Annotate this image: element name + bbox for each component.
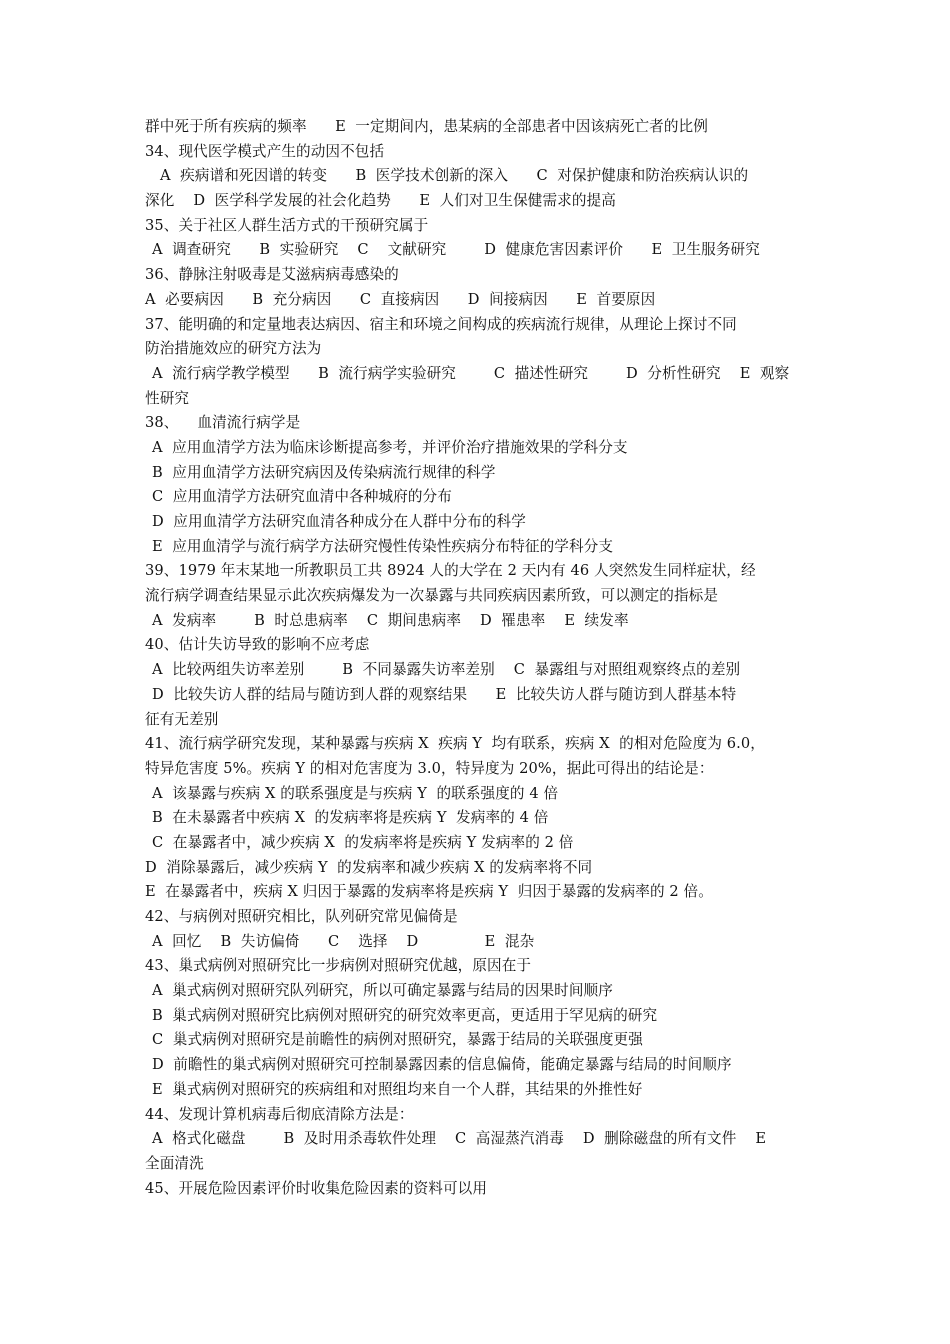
text-line: C 应用血清学方法研究血清中各种城府的分布 bbox=[152, 488, 452, 506]
text-line: D 前瞻性的巢式病例对照研究可控制暴露因素的信息偏倚，能确定暴露与结局的时间顺序 bbox=[152, 1056, 732, 1074]
text-line: 42、与病例对照研究相比，队列研究常见偏倚是 bbox=[145, 908, 458, 925]
text-line: A 调查研究 B 实验研究 C 文献研究 D 健康危害因素评价 E 卫生服务研究 bbox=[152, 241, 760, 259]
text-line: A 比较两组失访率差别 B 不同暴露失访率差别 C 暴露组与对照组观察终点的差别 bbox=[152, 661, 741, 679]
text-line: 征有无差别 bbox=[145, 710, 219, 728]
text-line: 40、估计失访导致的影响不应考虑 bbox=[145, 636, 370, 654]
text-line: A 必要病因 B 充分病因 C 直接病因 D 间接病因 E 首要原因 bbox=[145, 290, 656, 308]
text-line: E 在暴露者中，疾病 X 归因于暴露的发病率将是疾病 Y 归因于暴露的发病率的 2 倍。 bbox=[145, 883, 713, 901]
text-line: 35、关于社区人群生活方式的干预研究属于 bbox=[145, 216, 429, 234]
text-line: B 巢式病例对照研究比病例对照研究的研究效率更高，更适用于罕见病的研究 bbox=[152, 1006, 658, 1024]
text-line: 45、开展危险因素评价时收集危险因素的资料可以用 bbox=[145, 1179, 488, 1197]
text-line: 39、1979 年末某地一所教职员工共 8924 人的大学在 2 天内有 46 人突然发生同样症状，经 bbox=[145, 562, 756, 580]
text-line: 特异危害度 5%。疾病 Y 的相对危害度为 3.0，特异度为 20%，据此可得出的结论是： bbox=[145, 759, 714, 777]
text-line: 性研究 bbox=[145, 389, 190, 407]
text-line: E 应用血清学与流行病学方法研究慢性传染性疾病分布特征的学科分支 bbox=[152, 537, 614, 555]
text-line: 36、静脉注射吸毒是艾滋病病毒感染的 bbox=[145, 266, 399, 284]
text-line: A 应用血清学方法为临床诊断提高参考，并评价治疗措施效果的学科分支 bbox=[152, 438, 628, 456]
text-line: B 应用血清学方法研究病因及传染病流行规律的科学 bbox=[152, 463, 496, 481]
text-line: A 格式化磁盘 B 及时用杀毒软件处理 C 高湿蒸汽消毒 D 删除磁盘的所有文件 E bbox=[152, 1130, 767, 1148]
text-line: D 比较失访人群的结局与随访到人群的观察结果 E 比较失访人群与随访到人群基本特 bbox=[152, 685, 737, 703]
text-line: 38、 血清流行病学是 bbox=[145, 414, 301, 432]
text-line: D 应用血清学方法研究血清各种成分在人群中分布的科学 bbox=[152, 513, 526, 530]
text-line: C 在暴露者中，减少疾病 X 的发病率将是疾病 Y 发病率的 2 倍 bbox=[152, 833, 574, 851]
text-line: 全面清洗 bbox=[145, 1154, 204, 1172]
text-line: 43、巢式病例对照研究比一步病例对照研究优越，原因在于 bbox=[145, 957, 532, 975]
text-line: 防治措施效应的研究方法为 bbox=[145, 340, 322, 358]
text-line: 37、能明确的和定量地表达病因、宿主和环境之间构成的疾病流行规律，从理论上探讨不同 bbox=[145, 315, 737, 333]
text-line: C 巢式病例对照研究是前瞻性的病例对照研究，暴露于结局的关联强度更强 bbox=[152, 1031, 643, 1049]
text-line: B 在未暴露者中疾病 X 的发病率将是疾病 Y 发病率的 4 倍 bbox=[152, 809, 549, 827]
text-line: 深化 D 医学科学发展的社会化趋势 E 人们对卫生保健需求的提高 bbox=[145, 192, 616, 210]
text-line: 流行病学调查结果显示此次疾病爆发为一次暴露与共同疾病因素所致，可以测定的指标是 bbox=[145, 587, 719, 605]
text-line: 34、现代医学模式产生的动因不包括 bbox=[145, 142, 385, 160]
text-line: 群中死于所有疾病的频率 E 一定期间内，患某病的全部患者中因该病死亡者的比例 bbox=[145, 118, 708, 135]
text-line: A 流行病学教学模型 B 流行病学实验研究 C 描述性研究 D 分析性研究 E 观察 bbox=[152, 364, 790, 382]
text-line: 41、流行病学研究发现，某种暴露与疾病 X 疾病 Y 均有联系，疾病 X 的相对危险度为 6.0， bbox=[145, 735, 765, 753]
text-line: A 发病率 B 时总患病率 C 期间患病率 D 罹患率 E 续发率 bbox=[152, 611, 629, 629]
text-line: A 回忆 B 失访偏倚 C 选择 D E 混杂 bbox=[152, 932, 535, 950]
text-line: D 消除暴露后，减少疾病 Y 的发病率和减少疾病 X 的发病率将不同 bbox=[145, 858, 593, 876]
text-line: E 巢式病例对照研究的疾病组和对照组均来自一个人群，其结果的外推性好 bbox=[152, 1080, 643, 1098]
text-line: 44、发现计算机病毒后彻底清除方法是： bbox=[145, 1105, 414, 1123]
text-line: A 疾病谱和死因谱的转变 B 医学技术创新的深入 C 对保护健康和防治疾病认识的 bbox=[160, 167, 749, 185]
text-line: A 该暴露与疾病 X 的联系强度是与疾病 Y 的联系强度的 4 倍 bbox=[152, 784, 559, 802]
text-line: A 巢式病例对照研究队列研究，所以可确定暴露与结局的因果时间顺序 bbox=[152, 982, 613, 1000]
document-page bbox=[0, 115, 950, 1201]
